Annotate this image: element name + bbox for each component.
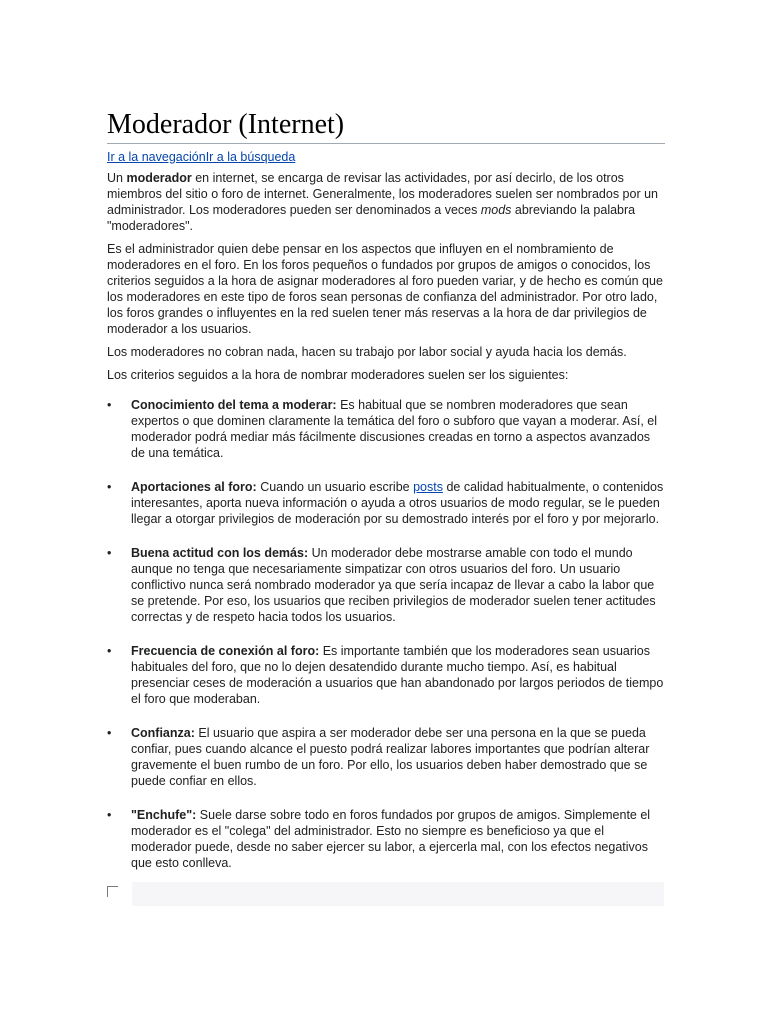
intro-term-italic: mods — [480, 203, 512, 217]
intro-text-mid: en internet, se encarga de revisar las actividades, por así decirlo, de los otros miembros del sitio o foro de internet. Generalmente, los moderadores suelen ser nombrados por un administrador. Los moderadores pueden ser denominados a veces — [107, 171, 658, 217]
bullet-icon: • — [107, 480, 112, 494]
bullet-icon: • — [107, 808, 112, 822]
article — [107, 108, 665, 889]
criteria-text: El usuario que aspira a ser moderador debe ser una persona en la que se pueda confiar, pues cuando alcance el puesto podrá realizar labores importantes que podrían alterar gravemente el buen rumbo de un foro. Por ello, los usuarios deben haber demostrado que se puede confiar en ellos. — [131, 726, 650, 788]
list-item — [107, 807, 665, 871]
bullet-icon: • — [107, 644, 112, 658]
criteria-term: Frecuencia de conexión al foro: — [131, 644, 320, 658]
jump-to-navigation-link[interactable]: Ir a la navegación — [107, 150, 206, 164]
footer-row — [107, 882, 665, 906]
intro-term-bold: moderador — [126, 171, 192, 185]
list-item — [107, 725, 665, 789]
criteria-intro-paragraph: Los criterios seguidos a la hora de nombrar moderadores suelen ser los siguientes: — [107, 368, 569, 382]
list-item — [107, 643, 665, 707]
criteria-text: de calidad habitualmente, o contenidos interesantes, aporta nueva información o ayuda a otros usuarios de modo regular, se le pueden llegar a otorgar privilegios de moderación por su demostrado interés por el foro y por mejorarlo. — [131, 480, 664, 526]
criteria-term: Conocimiento del tema a moderar: — [131, 398, 337, 412]
payment-paragraph: Los moderadores no cobran nada, hacen su trabajo por labor social y ayuda hacia los demás. — [107, 345, 627, 359]
jump-to-search-link[interactable]: Ir a la búsqueda — [205, 150, 296, 164]
list-item — [107, 397, 665, 461]
intro-text-post: abreviando la palabra "moderadores". — [107, 203, 636, 233]
criteria-text: Es importante también que los moderadores sean usuarios habituales del foro, que no lo dejen desatendido durante mucho tiempo. Así, es habitual presenciar ceses de moderación a usuarios que han abandonado por largos periodos de tiempo el foro que moderaban. — [131, 644, 664, 706]
bullet-icon: • — [107, 398, 112, 412]
intro-text-pre: Un — [107, 171, 127, 185]
intro-paragraph — [107, 170, 665, 234]
footer-bar — [132, 882, 664, 906]
criteria-text: Es habitual que se nombren moderadores que sean expertos o que dominen claramente la temática del foro o subforo que vayan a moderar. Así, el moderador podrá mediar más fácilmente discusiones creadas en torno a aspectos avanzados de una temática. — [131, 398, 658, 460]
bullet-icon: • — [107, 726, 112, 740]
criteria-list — [107, 397, 665, 871]
jump-links — [107, 149, 665, 165]
administrator-paragraph: Es el administrador quien debe pensar en los aspectos que influyen en el nombramiento de moderadores en el foro. En los foros pequeños o fundados por grupos de amigos o conocidos, los criterios seguidos a la hora de asignar moderadores al foro pueden variar, y de hecho es común que los moderadores en este tipo de foros sean personas de confianza del administrador. Por otro lado, los foros grandes o influyentes en la red suelen tener más reservas a la hora de dar privilegios de moderador a los usuarios. — [107, 242, 663, 336]
list-item — [107, 479, 665, 527]
criteria-text: Un moderador debe mostrarse amable con todo el mundo aunque no tenga que necesariamente simpatizar con otros usuarios del foro. Un usuario conflictivo nunca será nombrado moderador ya que sería incapaz de llevar a cabo la labor que se pretende. Por eso, los usuarios que reciben privilegios de moderador suelen tener actitudes correctas y de respeto hacia todos los usuarios. — [131, 546, 656, 624]
criteria-text-pre: Cuando un usuario escribe — [256, 480, 414, 494]
checkbox-icon[interactable] — [107, 886, 118, 897]
criteria-term: Confianza: — [131, 726, 195, 740]
criteria-term: Buena actitud con los demás: — [131, 546, 309, 560]
criteria-term: Aportaciones al foro: — [131, 480, 257, 494]
bullet-icon: • — [107, 546, 112, 560]
list-item — [107, 545, 665, 625]
posts-link[interactable]: posts — [413, 480, 443, 494]
criteria-term: "Enchufe": — [131, 808, 197, 822]
criteria-text: Suele darse sobre todo en foros fundados por grupos de amigos. Simplemente el moderador es el "colega" del administrador. Esto no siempre es beneficioso ya que el moderador puede, desde no saber ejercer su labor, a ejercerla mal, con los efectos negativos que esto conlleva. — [131, 808, 651, 870]
page-title: Moderador (Internet) — [107, 108, 665, 144]
